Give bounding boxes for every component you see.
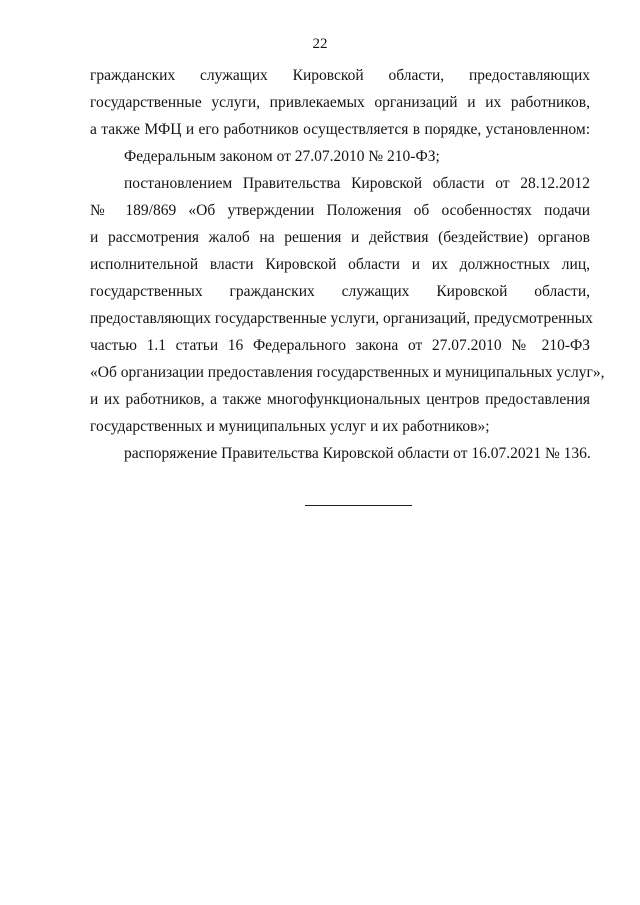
text-line: исполнительной власти Кировской области и их должностных лиц, xyxy=(90,256,590,273)
text-line: государственные услуги, привлекаемых организаций и их работников, xyxy=(90,94,590,111)
text-line: № 189/869 «Об утверждении Положения об особенностях подачи xyxy=(90,202,590,219)
text-line: государственных гражданских служащих Кировской области, xyxy=(90,283,590,300)
separator-line xyxy=(305,505,412,506)
page-number: 22 xyxy=(312,36,328,52)
text-line: и рассмотрения жалоб на решения и действия (бездействие) органов xyxy=(90,229,590,246)
text-line: и их работников, а также многофункциональных центров предоставления xyxy=(90,391,590,408)
text-line: Федеральным законом от 27.07.2010 № 210-ФЗ; xyxy=(124,148,440,165)
text-line: «Об организации предоставления государственных и муниципальных услуг», xyxy=(90,364,605,381)
text-line: постановлением Правительства Кировской области от 28.12.2012 xyxy=(124,175,590,192)
text-line: государственных и муниципальных услуг и их работников»; xyxy=(90,418,490,435)
text-line: частью 1.1 статьи 16 Федерального закона от 27.07.2010 № 210-ФЗ xyxy=(90,337,590,354)
text-line: гражданских служащих Кировской области, предоставляющих xyxy=(90,67,590,84)
text-line: предоставляющих государственные услуги, организаций, предусмотренных xyxy=(90,310,593,327)
text-line: распоряжение Правительства Кировской области от 16.07.2021 № 136. xyxy=(124,445,591,462)
text-line: а также МФЦ и его работников осуществляется в порядке, установленном: xyxy=(90,121,590,138)
